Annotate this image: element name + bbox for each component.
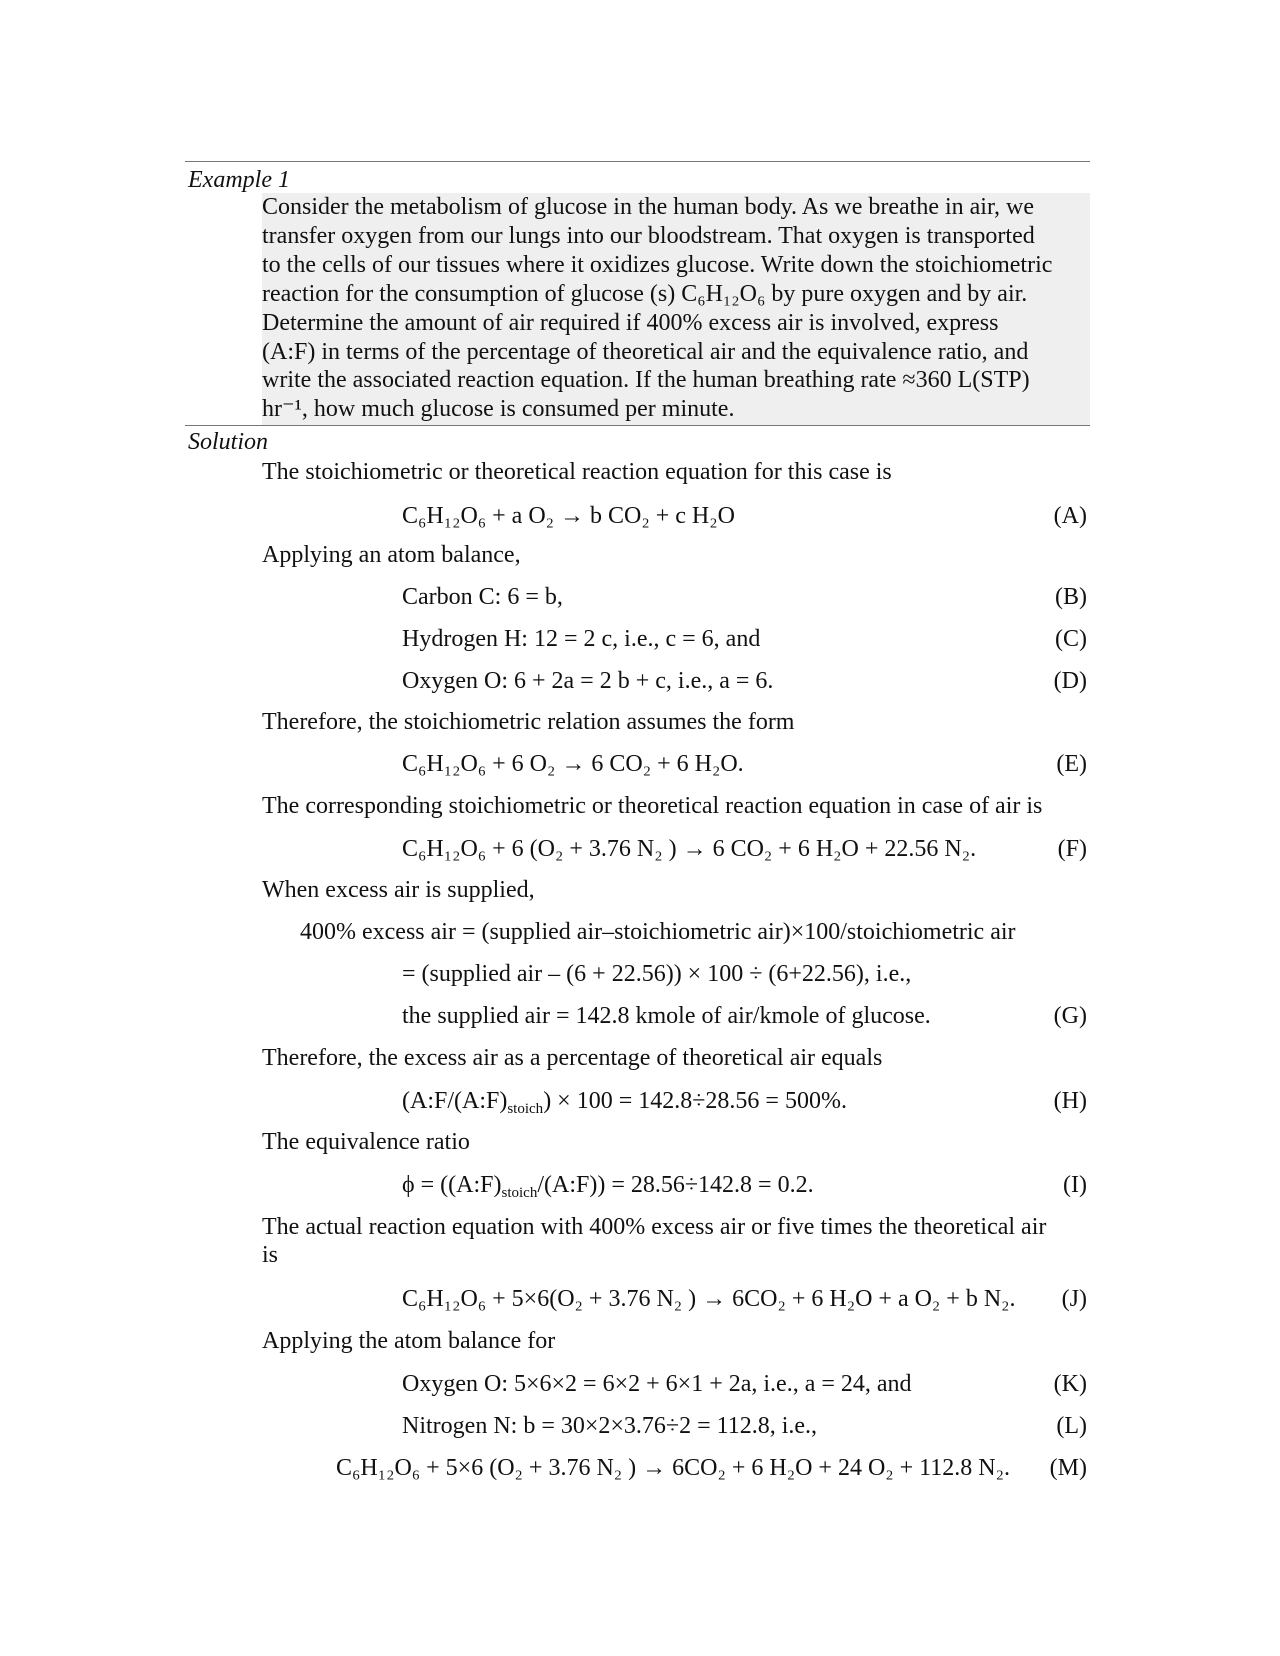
- equation-a: C₆H₁₂O₆ + a O₂ → b CO₂ + c H₂O: [402, 503, 735, 529]
- equation-tag-l: (L): [1056, 1413, 1087, 1439]
- equation-e: C₆H₁₂O₆ + 6 O₂ → 6 CO₂ + 6 H₂O.: [402, 751, 744, 777]
- problem-line-3: to the cells of our tissues where it oxidizes glucose. Write down the stoichiometric: [262, 251, 1053, 278]
- percent-theoretical-text: Therefore, the excess air as a percentage of theoretical air equals: [262, 1045, 883, 1071]
- stoichiometric-form-text: Therefore, the stoichiometric relation assumes the form: [262, 709, 795, 735]
- equation-tag-e: (E): [1056, 751, 1087, 777]
- equation-g: the supplied air = 142.8 kmole of air/kmole of glucose.: [402, 1003, 931, 1029]
- equation-tag-d: (D): [1053, 668, 1087, 694]
- equation-m: C₆H₁₂O₆ + 5×6 (O₂ + 3.76 N₂ ) → 6CO₂ + 6 H₂O + 24 O₂ + 112.8 N₂.: [336, 1455, 1010, 1481]
- equation-l: Nitrogen N: b = 30×2×3.76÷2 = 112.8, i.e.,: [402, 1413, 818, 1439]
- problem-line-4: reaction for the consumption of glucose (s) C₆H₁₂O₆ by pure oxygen and by air.: [262, 280, 1028, 307]
- problem-line-1: Consider the metabolism of glucose in the human body. As we breathe in air, we: [262, 194, 1034, 220]
- atom-balance-for-text: Applying the atom balance for: [262, 1328, 556, 1354]
- excess-air-definition: 400% excess air = (supplied air–stoichiometric air)×100/stoichiometric air: [300, 919, 1016, 945]
- bottom-rule: [185, 425, 1090, 426]
- equation-j: C₆H₁₂O₆ + 5×6(O₂ + 3.76 N₂ ) → 6CO₂ + 6 H₂O + a O₂ + b N₂.: [402, 1286, 1016, 1312]
- actual-reaction-text: [262, 1213, 1090, 1269]
- atom-balance-text: Applying an atom balance,: [262, 542, 521, 568]
- solution-intro: The stoichiometric or theoretical reaction equation for this case is: [262, 459, 892, 485]
- solution-title: Solution: [188, 429, 269, 455]
- equation-tag-c: (C): [1055, 626, 1087, 652]
- equation-i: $\phi = ((A:F)_{stoich}/(A:F)) = 28.56\div 142.8 = 0.2$.: [402, 1172, 814, 1201]
- equation-tag-m: (M): [1049, 1455, 1087, 1481]
- excess-air-calculation: = (supplied air – (6 + 22.56)) × 100 ÷ (6+22.56), i.e.,: [402, 961, 912, 987]
- equation-d: Oxygen O: 6 + 2a = 2 b + c, i.e., a = 6.: [402, 668, 774, 694]
- equation-tag-i: (I): [1063, 1172, 1087, 1198]
- equation-tag-a: (A): [1053, 503, 1087, 529]
- actual-reaction-line-2: is: [262, 1242, 279, 1268]
- equation-c: Hydrogen H: 12 = 2 c, i.e., c = 6, and: [402, 626, 761, 652]
- air-case-text: The corresponding stoichiometric or theoretical reaction equation in case of air is: [262, 793, 1043, 819]
- top-rule: [185, 161, 1090, 162]
- problem-statement: [262, 193, 1090, 425]
- equation-k: Oxygen O: 5×6×2 = 6×2 + 6×1 + 2a, i.e., a = 24, and: [402, 1371, 912, 1397]
- excess-supplied-text: When excess air is supplied,: [262, 877, 535, 903]
- equation-tag-g: (G): [1053, 1003, 1087, 1029]
- equation-tag-b: (B): [1055, 584, 1087, 610]
- equation-b: Carbon C: 6 = b,: [402, 584, 563, 610]
- example-title: Example 1: [188, 167, 290, 193]
- equation-tag-h: (H): [1053, 1088, 1087, 1114]
- problem-line-7: write the associated reaction equation. If the human breathing rate ≈360 L(STP): [262, 367, 1030, 394]
- problem-line-6: (A:F) in terms of the percentage of theoretical air and the equivalence ratio, and: [262, 338, 1029, 365]
- equivalence-ratio-text: The equivalence ratio: [262, 1129, 470, 1155]
- equation-tag-k: (K): [1053, 1371, 1087, 1397]
- problem-line-2: transfer oxygen from our lungs into our bloodstream. That oxygen is transported: [262, 222, 1035, 249]
- problem-line-5: Determine the amount of air required if 400% excess air is involved, express: [262, 309, 999, 336]
- equation-f: C₆H₁₂O₆ + 6 (O₂ + 3.76 N₂ ) → 6 CO₂ + 6 H₂O + 22.56 N₂.: [402, 836, 977, 862]
- problem-line-8: hr⁻¹, how much glucose is consumed per minute.: [262, 396, 735, 423]
- equation-tag-f: (F): [1057, 836, 1087, 862]
- equation-tag-j: (J): [1061, 1286, 1087, 1312]
- equation-h: $(A:F/(A:F)_{stoich}) \times 100 = 142.8\div 28.56 = 500\%$.: [402, 1088, 847, 1117]
- actual-reaction-line-1: The actual reaction equation with 400% excess air or five times the theoretical air: [262, 1214, 1047, 1240]
